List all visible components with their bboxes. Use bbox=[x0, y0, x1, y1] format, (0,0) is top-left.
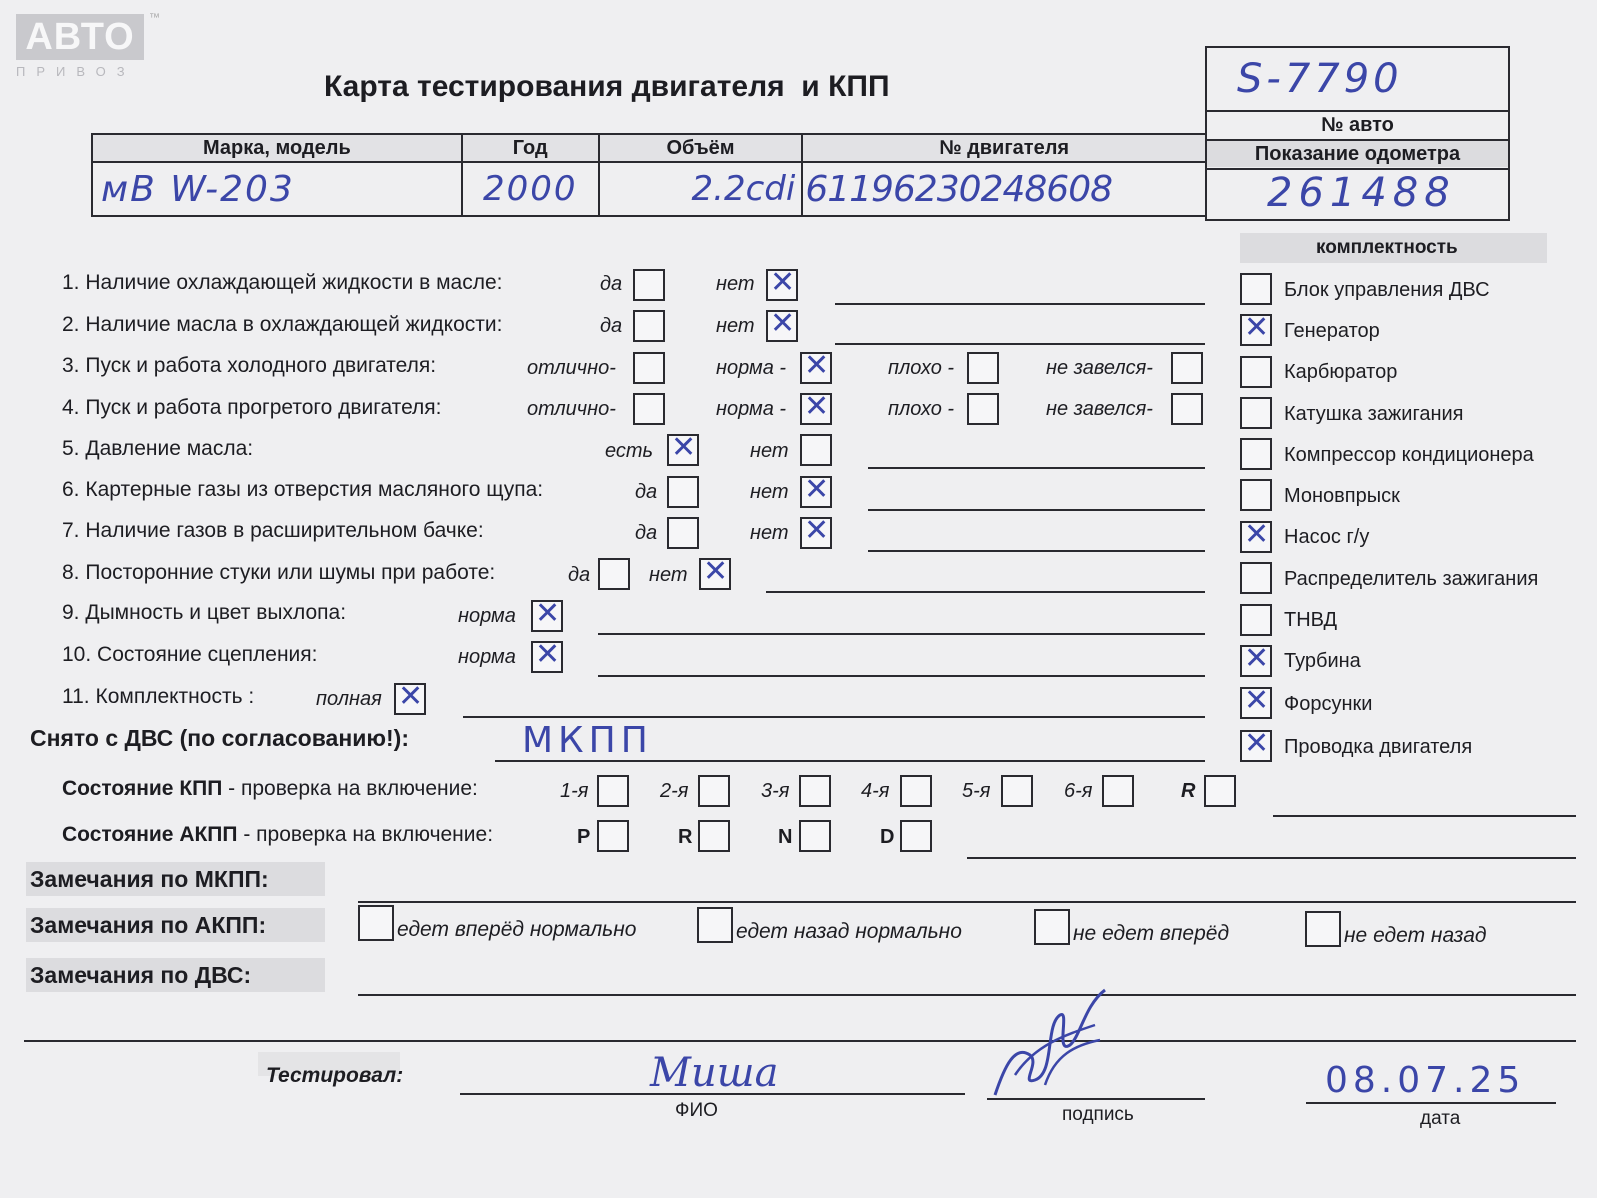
odometer-value: 261488 bbox=[1267, 170, 1456, 216]
item-1-opt-label: нет bbox=[716, 273, 755, 295]
remarks-akpp-label: Замечания по АКПП: bbox=[30, 912, 267, 938]
item-10-notes-line bbox=[598, 675, 1205, 677]
item-1-opt-label: да bbox=[600, 273, 623, 295]
year-value: 2000 bbox=[482, 169, 578, 209]
akpp-option-checkbox[interactable] bbox=[697, 907, 733, 943]
akpp-label-rest: - проверка на включение: bbox=[237, 823, 494, 846]
item-6-opt-checkbox[interactable] bbox=[800, 476, 832, 508]
item-num: 7. bbox=[62, 519, 80, 542]
item-4-opt-checkbox[interactable] bbox=[1171, 393, 1203, 425]
item-num: 11. bbox=[62, 685, 90, 708]
item-4 bbox=[62, 396, 442, 420]
item-7-opt-label: да bbox=[635, 522, 658, 544]
completeness-label: Турбина bbox=[1284, 650, 1361, 672]
akpp-mode-label: P bbox=[577, 826, 591, 848]
completeness-checkbox[interactable] bbox=[1240, 604, 1272, 636]
item-2 bbox=[62, 313, 502, 337]
akpp-option-label: не едет назад bbox=[1344, 924, 1487, 947]
item-3-opt-checkbox[interactable] bbox=[800, 352, 832, 384]
akpp-mode-checkbox[interactable] bbox=[597, 820, 629, 852]
completeness-checkbox[interactable] bbox=[1240, 730, 1272, 762]
item-4-opt-label: плохо - bbox=[888, 398, 955, 420]
akpp-option-checkbox[interactable] bbox=[1034, 909, 1070, 945]
item-10 bbox=[62, 643, 317, 667]
gear-label: 3-я bbox=[761, 780, 790, 802]
akpp-label bbox=[62, 823, 493, 847]
item-3 bbox=[62, 354, 436, 378]
gear-checkbox[interactable] bbox=[698, 775, 730, 807]
item-text: Пуск и работа холодного двигателя: bbox=[85, 354, 437, 377]
item-text: Дымность и цвет выхлопа: bbox=[85, 601, 347, 624]
gear-label: 1-я bbox=[560, 780, 589, 802]
car-number-label: № авто bbox=[1321, 114, 1394, 136]
item-11 bbox=[62, 685, 254, 709]
completeness-label: Компрессор кондиционера bbox=[1284, 444, 1534, 466]
completeness-label: Карбюратор bbox=[1284, 361, 1398, 383]
volume-header: Объём bbox=[599, 134, 803, 162]
item-6-notes-line bbox=[868, 509, 1205, 511]
kpp-label-bold: Состояние КПП bbox=[62, 777, 223, 800]
item-8 bbox=[62, 561, 495, 585]
akpp-mode-checkbox[interactable] bbox=[900, 820, 932, 852]
removed-label: Снято с ДВС (по согласованию!): bbox=[30, 725, 409, 751]
item-11-opt-checkbox[interactable] bbox=[394, 683, 426, 715]
akpp-mode-label: N bbox=[778, 826, 793, 848]
item-1-opt-checkbox[interactable] bbox=[633, 269, 665, 301]
completeness-label: Распределитель зажигания bbox=[1284, 568, 1539, 590]
item-9-opt-checkbox[interactable] bbox=[531, 600, 563, 632]
tester-name: Миша bbox=[650, 1050, 779, 1096]
item-2-opt-label: нет bbox=[716, 315, 755, 337]
make-header: Марка, модель bbox=[92, 134, 462, 162]
item-2-opt-checkbox[interactable] bbox=[766, 310, 798, 342]
item-5 bbox=[62, 437, 253, 461]
completeness-label: Моновпрыск bbox=[1284, 485, 1400, 507]
removed-line bbox=[495, 760, 1205, 762]
completeness-checkbox[interactable] bbox=[1240, 687, 1272, 719]
item-num: 9. bbox=[62, 601, 80, 624]
item-text: Посторонние стуки или шумы при работе: bbox=[85, 561, 496, 584]
item-10-opt-checkbox[interactable] bbox=[531, 641, 563, 673]
logo bbox=[16, 12, 160, 82]
gear-checkbox[interactable] bbox=[597, 775, 629, 807]
item-9 bbox=[62, 601, 346, 625]
date-line bbox=[1306, 1102, 1556, 1104]
item-2-opt-label: да bbox=[600, 315, 623, 337]
akpp-mode-checkbox[interactable] bbox=[799, 820, 831, 852]
item-text: Давление масла: bbox=[85, 437, 254, 460]
gear-checkbox[interactable] bbox=[1001, 775, 1033, 807]
item-num: 4. bbox=[62, 396, 80, 419]
item-text: Состояние сцепления: bbox=[97, 643, 318, 666]
item-7-notes-line bbox=[868, 550, 1205, 552]
fio-label: ФИО bbox=[675, 1100, 718, 1121]
item-6-opt-label: да bbox=[635, 481, 658, 503]
completeness-checkbox[interactable] bbox=[1240, 314, 1272, 346]
gear-label: 5-я bbox=[962, 780, 991, 802]
completeness-checkbox[interactable] bbox=[1240, 397, 1272, 429]
item-8-opt-label: да bbox=[568, 564, 591, 586]
gear-label: 4-я bbox=[861, 780, 890, 802]
item-5-opt-label: есть bbox=[605, 440, 654, 462]
item-9-notes-line bbox=[598, 633, 1205, 635]
page-title: Карта тестирования двигателя и КПП bbox=[324, 70, 890, 103]
completeness-checkbox[interactable] bbox=[1240, 356, 1272, 388]
remarks-mkpp-line bbox=[358, 901, 1576, 903]
item-5-notes-line bbox=[868, 467, 1205, 469]
item-5-opt-checkbox[interactable] bbox=[800, 434, 832, 466]
item-8-opt-checkbox[interactable] bbox=[598, 558, 630, 590]
completeness-title: комплектность bbox=[1316, 237, 1458, 258]
item-text: Пуск и работа прогретого двигателя: bbox=[85, 396, 442, 419]
remarks-dvs-line-2 bbox=[24, 1040, 1576, 1042]
akpp-option-label: едет вперёд нормально bbox=[397, 918, 637, 941]
gear-checkbox[interactable] bbox=[799, 775, 831, 807]
akpp-option-label: не едет вперёд bbox=[1073, 922, 1230, 945]
gear-label: 6-я bbox=[1064, 780, 1093, 802]
item-num: 8. bbox=[62, 561, 80, 584]
item-4-opt-checkbox[interactable] bbox=[800, 393, 832, 425]
completeness-checkbox[interactable] bbox=[1240, 438, 1272, 470]
completeness-label: Форсунки bbox=[1284, 693, 1373, 715]
item-4-opt-label: норма - bbox=[716, 398, 787, 420]
item-3-opt-label: норма - bbox=[716, 357, 787, 379]
car-info-block bbox=[1205, 46, 1510, 221]
completeness-label: Проводка двигателя bbox=[1284, 736, 1473, 758]
item-6-opt-checkbox[interactable] bbox=[667, 476, 699, 508]
vehicle-table bbox=[91, 133, 1207, 217]
completeness-checkbox[interactable] bbox=[1240, 521, 1272, 553]
completeness-checkbox[interactable] bbox=[1240, 479, 1272, 511]
item-4-opt-checkbox[interactable] bbox=[967, 393, 999, 425]
completeness-checkbox[interactable] bbox=[1240, 273, 1272, 305]
item-10-opt-label: норма bbox=[458, 646, 516, 668]
completeness-label: ТНВД bbox=[1284, 609, 1338, 631]
gear-checkbox[interactable] bbox=[900, 775, 932, 807]
item-text: Наличие газов в расширительном бачке: bbox=[85, 519, 484, 542]
akpp-mode-checkbox[interactable] bbox=[698, 820, 730, 852]
item-5-opt-checkbox[interactable] bbox=[667, 434, 699, 466]
signature-label: подпись bbox=[1062, 1104, 1134, 1125]
odometer-label: Показание одометра bbox=[1207, 141, 1508, 167]
remarks-mkpp-label: Замечания по МКПП: bbox=[30, 866, 269, 892]
item-num: 10. bbox=[62, 643, 92, 666]
kpp-label bbox=[62, 777, 478, 801]
year-header: Год bbox=[462, 134, 599, 162]
item-5-opt-label: нет bbox=[750, 440, 789, 462]
item-3-opt-label: плохо - bbox=[888, 357, 955, 379]
item-3-opt-label: отлично- bbox=[527, 357, 616, 379]
akpp-mode-label: D bbox=[880, 826, 895, 848]
logo-sub: ПРИВОЗ bbox=[16, 64, 136, 79]
item-2-notes-line bbox=[835, 343, 1205, 345]
item-7-opt-checkbox[interactable] bbox=[667, 517, 699, 549]
item-6-opt-label: нет bbox=[750, 481, 789, 503]
completeness-label: Катушка зажигания bbox=[1284, 403, 1464, 425]
item-1 bbox=[62, 271, 502, 295]
item-text: Картерные газы из отверстия масляного щупа: bbox=[85, 478, 544, 501]
item-4-opt-label: не завелся- bbox=[1046, 398, 1153, 420]
item-11-notes-line bbox=[463, 716, 1205, 718]
signature-line bbox=[987, 1098, 1205, 1100]
completeness-checkbox[interactable] bbox=[1240, 645, 1272, 677]
item-1-notes-line bbox=[835, 303, 1205, 305]
completeness-label: Блок управления ДВС bbox=[1284, 279, 1490, 301]
gear-label: 2-я bbox=[660, 780, 689, 802]
item-num: 3. bbox=[62, 354, 80, 377]
item-text: Комплектность : bbox=[95, 685, 255, 708]
item-8-notes-line bbox=[766, 591, 1205, 593]
item-4-opt-label: отлично- bbox=[527, 398, 616, 420]
date-label: дата bbox=[1420, 1108, 1461, 1129]
make-value: мВ W-203 bbox=[101, 168, 295, 210]
gear-checkbox[interactable] bbox=[1204, 775, 1236, 807]
item-4-opt-checkbox[interactable] bbox=[633, 393, 665, 425]
item-text: Наличие охлаждающей жидкости в масле: bbox=[85, 271, 503, 294]
akpp-mode-label: R bbox=[678, 826, 693, 848]
item-9-opt-label: норма bbox=[458, 605, 516, 627]
item-7 bbox=[62, 519, 484, 543]
item-num: 5. bbox=[62, 437, 80, 460]
completeness-checkbox[interactable] bbox=[1240, 562, 1272, 594]
item-8-opt-checkbox[interactable] bbox=[699, 558, 731, 590]
gear-checkbox[interactable] bbox=[1102, 775, 1134, 807]
remarks-dvs-label: Замечания по ДВС: bbox=[30, 962, 252, 988]
kpp-notes-line bbox=[1273, 815, 1576, 817]
item-3-opt-checkbox[interactable] bbox=[967, 352, 999, 384]
completeness-label: Насос г/у bbox=[1284, 526, 1370, 548]
item-3-opt-checkbox[interactable] bbox=[633, 352, 665, 384]
removed-value: МКПП bbox=[522, 720, 653, 761]
akpp-label-bold: Состояние АКПП bbox=[62, 823, 238, 846]
item-7-opt-label: нет bbox=[750, 522, 789, 544]
item-11-opt-label: полная bbox=[316, 688, 382, 710]
engine-number-value: 61196230248608 bbox=[805, 168, 1113, 210]
engine-header: № двигателя bbox=[802, 134, 1206, 162]
item-7-opt-checkbox[interactable] bbox=[800, 517, 832, 549]
akpp-option-label: едет назад нормально bbox=[736, 920, 962, 943]
item-text: Наличие масла в охлаждающей жидкости: bbox=[85, 313, 503, 336]
completeness-label: Генератор bbox=[1284, 320, 1380, 342]
item-3-opt-checkbox[interactable] bbox=[1171, 352, 1203, 384]
item-8-opt-label: нет bbox=[649, 564, 688, 586]
date-value: 08.07.25 bbox=[1325, 1060, 1526, 1101]
akpp-option-checkbox[interactable] bbox=[358, 905, 394, 941]
kpp-label-rest: - проверка на включение: bbox=[222, 777, 478, 800]
akpp-option-checkbox[interactable] bbox=[1305, 911, 1341, 947]
logo-tm: ™ bbox=[149, 12, 160, 24]
volume-value: 2.2cdi bbox=[691, 169, 796, 209]
tested-label: Тестировал: bbox=[266, 1064, 404, 1087]
logo-main: АВТО bbox=[16, 14, 144, 60]
remarks-dvs-line bbox=[358, 994, 1576, 996]
gear-label: R bbox=[1181, 780, 1196, 802]
item-num: 6. bbox=[62, 478, 80, 501]
item-num: 1. bbox=[62, 271, 80, 294]
car-number-value: S-7790 bbox=[1237, 56, 1403, 102]
akpp-notes-line bbox=[967, 857, 1576, 859]
item-num: 2. bbox=[62, 313, 80, 336]
signature bbox=[985, 985, 1125, 1110]
item-2-opt-checkbox[interactable] bbox=[633, 310, 665, 342]
item-6 bbox=[62, 478, 543, 502]
item-1-opt-checkbox[interactable] bbox=[766, 269, 798, 301]
fio-line bbox=[460, 1093, 965, 1095]
item-3-opt-label: не завелся- bbox=[1046, 357, 1153, 379]
